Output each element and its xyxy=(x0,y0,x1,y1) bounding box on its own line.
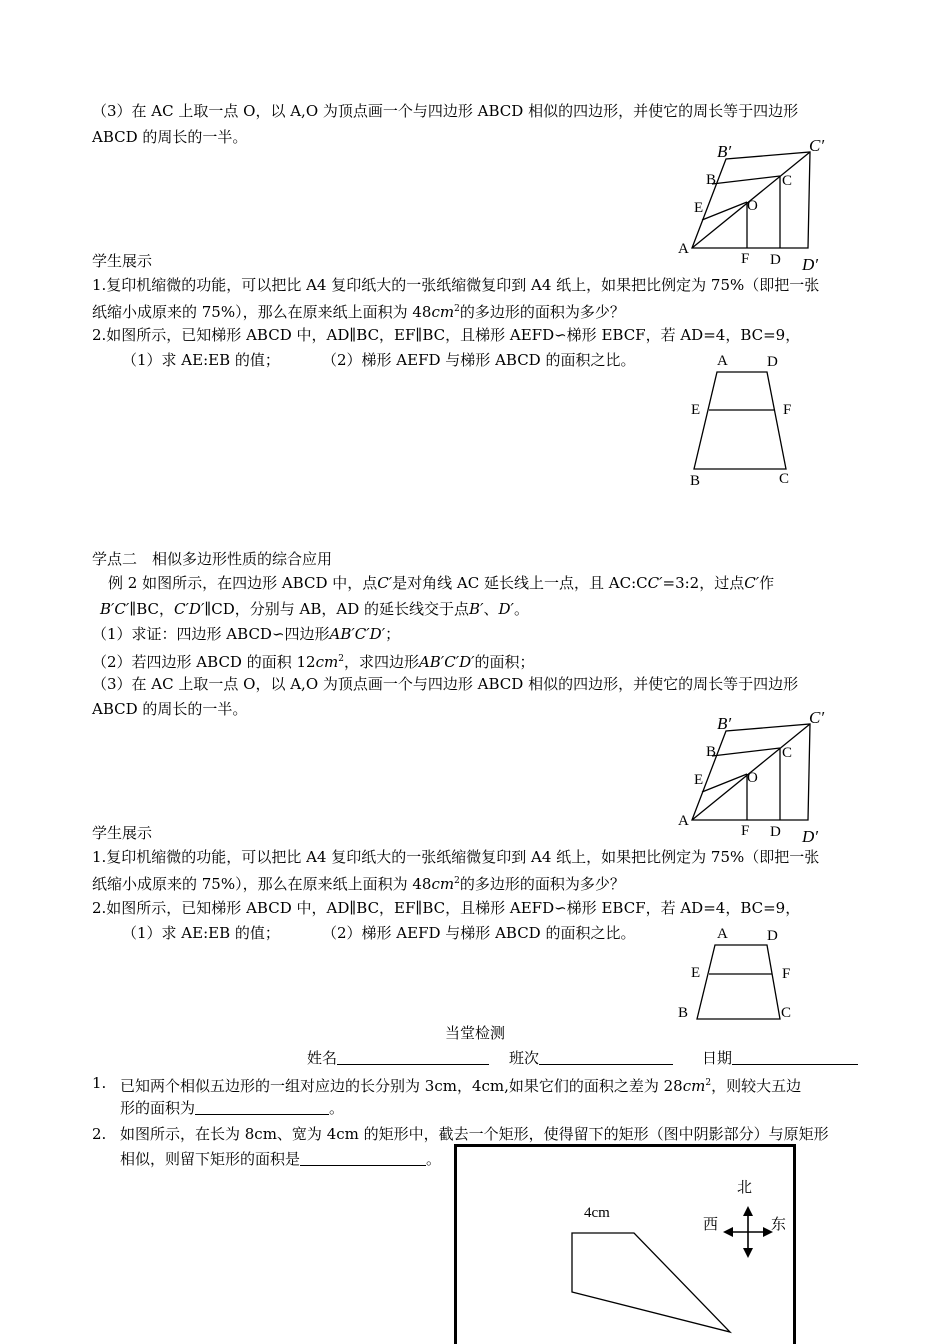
p1-line1-2: 1.复印机缩微的功能，可以把比 A4 复印纸大的一张纸缩微复印到 A4 纸上，如果把比例定为 75%（即把一张 xyxy=(92,848,820,866)
map-figure xyxy=(454,1144,798,1344)
q1-answer-blank[interactable] xyxy=(195,1098,329,1115)
quad-figure-2 xyxy=(672,704,832,849)
label-B: B xyxy=(690,473,701,489)
label-A: A xyxy=(678,813,689,829)
label-F: F xyxy=(741,823,750,839)
label-A: A xyxy=(678,241,689,257)
p2-line1: 2.如图所示，已知梯形 ABCD 中，AD∥BC，EF∥BC，且梯形 AEFD∽梯形 EBCF，若 AD=4，BC=9， xyxy=(92,326,801,344)
quiz-title: 当堂检测 xyxy=(444,1024,505,1042)
label-C: C xyxy=(779,471,790,487)
label-E: E xyxy=(691,402,701,418)
name-field[interactable]: 姓名 xyxy=(307,1047,489,1069)
q1-number: 1. xyxy=(92,1074,107,1092)
label-O: O xyxy=(747,198,758,214)
trapezoid-figure-1 xyxy=(680,345,810,490)
label-B: B xyxy=(678,1005,689,1021)
label-F: F xyxy=(782,966,791,982)
label-E: E xyxy=(694,772,704,788)
q1-line2: 形的面积为 。 xyxy=(120,1099,345,1117)
date-blank[interactable] xyxy=(732,1048,858,1065)
p2-sub1-2: （1）求 AE:EB 的值； xyxy=(122,924,280,942)
label-B: B xyxy=(706,172,717,188)
ex-line1: 例 2 如图所示，在四边形 ABCD 中，点C′是对角线 AC 延长线上一点，且 AC:CC′=3:2，过点C′作 xyxy=(108,574,775,592)
ex-line2: B′C′∥BC，C′D′∥CD，分别与 AB，AD 的延长线交于点B′、D′。 xyxy=(100,600,529,618)
label-E: E xyxy=(694,200,704,216)
q2-answer-blank[interactable] xyxy=(300,1149,426,1166)
west-label: 西 xyxy=(703,1217,719,1233)
label-Bp: B′ xyxy=(717,714,732,733)
q2-number: 2. xyxy=(92,1125,107,1143)
label-Cp: C′ xyxy=(809,708,825,727)
class-blank[interactable] xyxy=(539,1048,673,1065)
label-C: C xyxy=(782,173,793,189)
q3-line1: （3）在 AC 上取一点 O，以 A,O 为顶点画一个与四边形 ABCD 相似的四边形，并使它的周长等于四边形 xyxy=(92,102,799,120)
p2-sub2: （2）梯形 AEFD 与梯形 ABCD 的面积之比。 xyxy=(322,351,636,369)
east-label: 东 xyxy=(771,1217,787,1233)
q2-line2: 相似，则留下矩形的面积是 。 xyxy=(120,1150,442,1168)
ex-q1: （1）求证：四边形 ABCD∽四边形AB′C′D′； xyxy=(92,625,401,643)
p1-line1: 1.复印机缩微的功能，可以把比 A4 复印纸大的一张纸缩微复印到 A4 纸上，如果把比例定为 75%（即把一张 xyxy=(92,276,820,294)
label-D: D xyxy=(770,824,781,840)
label-F: F xyxy=(783,402,792,418)
length-label: 4cm xyxy=(584,1205,610,1221)
north-label: 北 xyxy=(737,1180,753,1196)
section2-title: 学点二 相似多边形性质的综合应用 xyxy=(92,550,333,568)
name-blank[interactable] xyxy=(337,1048,489,1065)
label-A: A xyxy=(717,926,728,942)
ex-q3-line1: （3）在 AC 上取一点 O，以 A,O 为顶点画一个与四边形 ABCD 相似的四边形，并使它的周长等于四边形 xyxy=(92,675,799,693)
label-A: A xyxy=(717,353,728,369)
ex-q2: （2）若四边形 ABCD 的面积 $12cm^2$，求四边形AB′C′D′的面积； xyxy=(92,653,535,671)
date-field[interactable]: 日期 xyxy=(702,1047,858,1069)
label-D: D xyxy=(770,252,781,268)
ex-q3-line2: ABCD 的周长的一半。 xyxy=(92,700,248,718)
student-title-2: 学生展示 xyxy=(92,824,153,842)
label-F: F xyxy=(741,251,750,267)
p2-sub1: （1）求 AE:EB 的值； xyxy=(122,351,280,369)
label-C: C xyxy=(782,745,793,761)
label-Bp: B′ xyxy=(717,142,732,161)
quad-figure-1 xyxy=(672,132,832,277)
label-C: C xyxy=(781,1005,792,1021)
label-D: D xyxy=(767,354,778,370)
label-E: E xyxy=(691,965,701,981)
q1-line1: 已知两个相似五边形的一组对应边的长分别为 3cm，4cm,如果它们的面积之差为 $28cm^2$，则较大五边 xyxy=(120,1077,802,1095)
p2-line1-2: 2.如图所示，已知梯形 ABCD 中，AD∥BC，EF∥BC，且梯形 AEFD∽梯形 EBCF，若 AD=4，BC=9， xyxy=(92,899,801,917)
student-title: 学生展示 xyxy=(92,252,153,270)
label-B: B xyxy=(706,744,717,760)
p1-line2: 纸缩小成原来的 75%），那么在原来纸上面积为 $48cm^2$的多边形的面积为多少？ xyxy=(92,303,625,321)
label-Cp: C′ xyxy=(809,136,825,155)
trapezoid-figure-2 xyxy=(672,920,802,1025)
class-field[interactable]: 班次 xyxy=(509,1047,673,1069)
q2-line1: 如图所示，在长为 8cm、宽为 4cm 的矩形中，截去一个矩形，使得留下的矩形（图中阴影部分）与原矩形 xyxy=(120,1125,829,1143)
q3-line2: ABCD 的周长的一半。 xyxy=(92,128,248,146)
label-Dp: D′ xyxy=(802,255,818,274)
label-Dp: D′ xyxy=(802,827,818,846)
p2-sub2-2: （2）梯形 AEFD 与梯形 ABCD 的面积之比。 xyxy=(322,924,636,942)
compass-icon xyxy=(723,1206,773,1258)
label-D: D xyxy=(767,928,778,944)
label-O: O xyxy=(747,770,758,786)
p1-line2-2: 纸缩小成原来的 75%），那么在原来纸上面积为 $48cm^2$的多边形的面积为多少？ xyxy=(92,875,625,893)
